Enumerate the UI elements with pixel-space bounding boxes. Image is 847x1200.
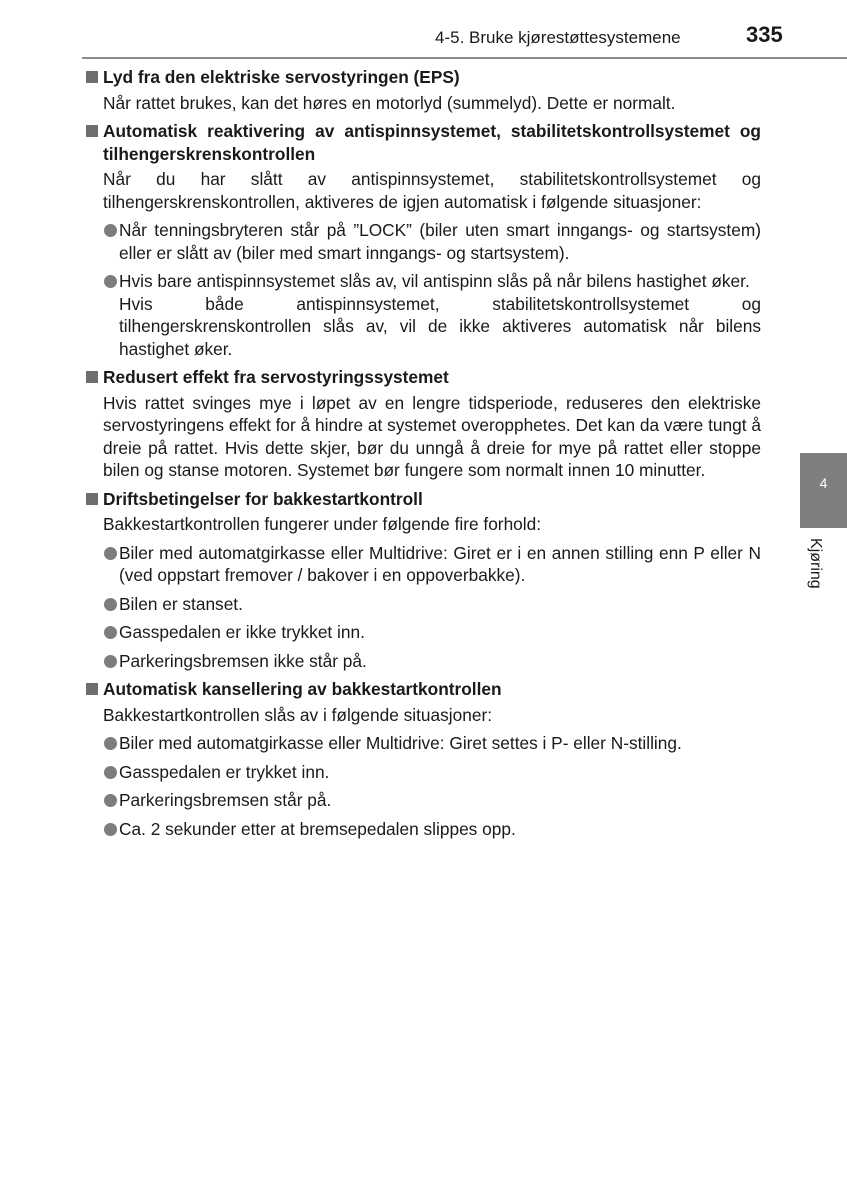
page-number: 335	[746, 22, 783, 47]
square-bullet-icon	[86, 125, 98, 137]
section-heading-text: Driftsbetingelser for bakkestartkontroll	[103, 488, 423, 509]
list-item-text: Biler med automatgirkasse eller Multidrive: Giret er i en annen stilling enn P eller N (ved oppstart fremover / bakover i en oppoverbakke).	[119, 542, 761, 585]
section-heading	[85, 678, 761, 701]
circle-bullet-icon	[104, 655, 117, 668]
running-header-section-title: 4-5. Bruke kjørestøttesystemene	[435, 28, 681, 47]
list-item	[85, 542, 761, 587]
circle-bullet-icon	[104, 794, 117, 807]
section-paragraph: Bakkestartkontrollen fungerer under følgende fire forhold:	[103, 514, 542, 534]
list-item	[85, 732, 761, 755]
section-heading-text: Automatisk kansellering av bakkestartkontrollen	[103, 679, 502, 699]
section-paragraph: Hvis rattet svinges mye i løpet av en lengre tidsperiode, reduseres den elektriske servostyringens effekt for å hindre at systemet overopphetes. Det kan da være tungt å dreie på rattet. Hvis dette skjer, bør du unngå å dreie for mye på rattet eller stoppe bilen og stanse motoren. Systemet bør fungere som normalt innen 10 minutter.	[103, 392, 761, 480]
page-content	[85, 66, 761, 840]
list-item	[85, 761, 761, 784]
circle-bullet-icon	[104, 626, 117, 639]
circle-bullet-icon	[104, 598, 117, 611]
list-item-continuation: Hvis både antispinnsystemet, stabilitetskontrollsystemet og tilhengerskrenskontrollen slås av, vil de ikke aktiveres automatisk når bilens hastighet øker.	[119, 293, 761, 359]
list-item-text: Ca. 2 sekunder etter at bremsepedalen slippes opp.	[119, 818, 516, 839]
list-item-text: Når tenningsbryteren står på ”LOCK” (biler uten smart inngangs- og startsystem) eller er slått av (biler med smart inngangs- og startsystem).	[119, 220, 761, 263]
list-item	[85, 270, 761, 360]
list-item-text: Hvis bare antispinnsystemet slås av, vil antispinn slås på når bilens hastighet øker.	[119, 271, 750, 291]
circle-bullet-icon	[104, 766, 117, 779]
chapter-number: 4	[819, 475, 828, 491]
circle-bullet-icon	[104, 737, 117, 750]
header-divider	[82, 57, 847, 59]
section-paragraph: Bakkestartkontrollen slås av i følgende situasjoner:	[103, 704, 493, 725]
section-heading-text: Redusert effekt fra servostyringssystemet	[103, 367, 449, 387]
square-bullet-icon	[86, 371, 98, 383]
section-heading	[85, 120, 761, 165]
section-heading	[85, 66, 761, 89]
square-bullet-icon	[86, 683, 98, 695]
square-bullet-icon	[86, 71, 98, 83]
list-item	[85, 818, 761, 841]
list-item-text: Gasspedalen er ikke trykket inn.	[119, 622, 365, 642]
list-item	[85, 621, 761, 644]
section-paragraph: Når rattet brukes, kan det høres en motorlyd (summelyd). Dette er normalt.	[103, 92, 676, 113]
chapter-tab	[800, 453, 847, 528]
list-item	[85, 650, 761, 673]
circle-bullet-icon	[104, 275, 117, 288]
chapter-label: Kjøring	[807, 538, 824, 589]
list-item-text: Parkeringsbremsen står på.	[119, 790, 332, 810]
list-item-text: Gasspedalen er trykket inn.	[119, 761, 330, 782]
circle-bullet-icon	[104, 823, 117, 836]
list-item-text: Bilen er stanset.	[119, 593, 243, 614]
circle-bullet-icon	[104, 547, 117, 560]
circle-bullet-icon	[104, 224, 117, 237]
section-heading	[85, 366, 761, 389]
section-heading-text: Lyd fra den elektriske servostyringen (EPS)	[103, 67, 460, 87]
section-heading	[85, 488, 761, 511]
list-item-text: Parkeringsbremsen ikke står på.	[119, 650, 367, 671]
list-item	[85, 219, 761, 264]
list-item	[85, 789, 761, 812]
square-bullet-icon	[86, 493, 98, 505]
section-paragraph: Når du har slått av antispinnsystemet, stabilitetskontrollsystemet og tilhengerskrenskontrollen, aktiveres de igjen automatisk i følgende situasjoner:	[103, 169, 761, 212]
list-item	[85, 593, 761, 616]
list-item-text: Biler med automatgirkasse eller Multidrive: Giret settes i P- eller N-stilling.	[119, 733, 682, 753]
section-heading-text: Automatisk reaktivering av antispinnsystemet, stabilitetskontrollsystemet og tilhengerskrenskontrollen	[103, 121, 761, 164]
